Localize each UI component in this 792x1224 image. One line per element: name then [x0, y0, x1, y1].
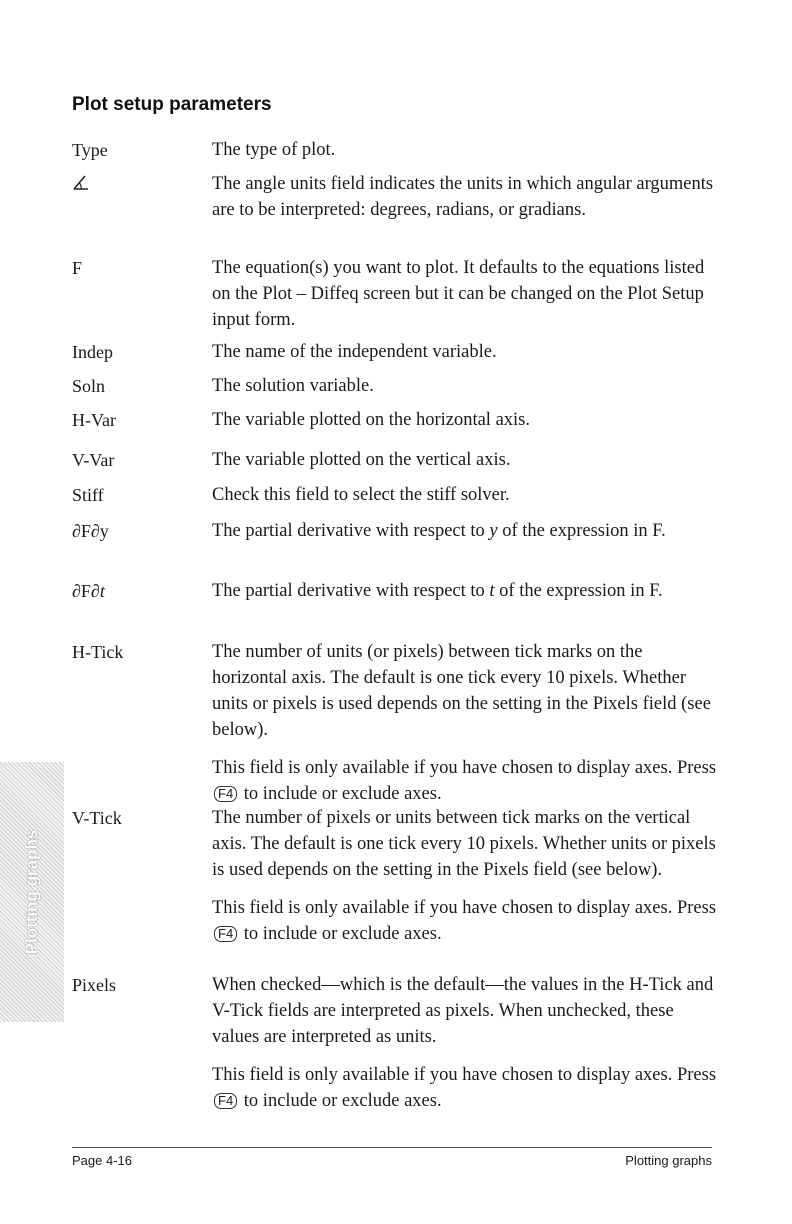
- def-angle: The angle units field indicates the units in which angular arguments are to be interpreted: degrees, radians, or gradians.: [212, 174, 714, 220]
- page-number: Page 4-16: [72, 1153, 132, 1168]
- chapter-tab-label: Plotting graphs: [22, 829, 41, 955]
- note-htick: This field is only available if you have chosen to display axes. Press F4 to include or exclude axes.: [212, 758, 717, 804]
- f4-key: F4: [214, 1093, 237, 1109]
- def-soln: The solution variable.: [212, 376, 374, 396]
- def-pixels: When checked—which is the default—the values in the H-Tick and V-Tick fields are interpreted as pixels. When unchecked, these values are interpreted as units. This field is only available if you have chosen to display axes. Press F4 to include or exclude axes.: [212, 972, 722, 1126]
- footer-section-title: Plotting graphs: [625, 1153, 712, 1168]
- term-hvar: H-Var: [72, 410, 116, 430]
- def-indep: The name of the independent variable.: [212, 342, 497, 362]
- term-vtick: V-Tick: [72, 808, 122, 828]
- def-f: The equation(s) you want to plot. It defaults to the equations listed on the Plot – Diffeq screen but it can be changed on the Plot Setup input form.: [212, 258, 705, 330]
- note-pixels: This field is only available if you have chosen to display axes. Press F4 to include or exclude axes.: [212, 1065, 717, 1111]
- term-indep: Indep: [72, 342, 113, 362]
- section-heading: Plot setup parameters: [72, 94, 272, 115]
- footer-divider: [72, 1147, 712, 1148]
- def-vtick: The number of pixels or units between tick marks on the vertical axis. The default is one tick every 10 pixels. Whether units or pixels is used depends on the setting in the Pixels field (see below). This field is only available if you have chosen to display axes. Press F4 to include or exclude axes.: [212, 805, 722, 959]
- def-hvar: The variable plotted on the horizontal axis.: [212, 410, 530, 430]
- term-type: Type: [72, 140, 108, 160]
- chapter-tab: [0, 762, 64, 1022]
- term-f: F: [72, 258, 83, 278]
- term-htick: H-Tick: [72, 642, 124, 662]
- def-htick: The number of units (or pixels) between tick marks on the horizontal axis. The default is one tick every 10 pixels. Whether units or pixels is used depends on the setting in the Pixels field (see below). This field is only available if you have chosen to display axes. Press F4 to include or exclude axes.: [212, 639, 722, 819]
- f4-key: F4: [214, 926, 237, 942]
- def-vvar: The variable plotted on the vertical axis.: [212, 450, 511, 470]
- term-dfdt: ∂F∂t: [72, 581, 105, 601]
- def-dfdt: The partial derivative with respect to t of the expression in F.: [212, 581, 663, 601]
- term-dfdy: ∂F∂y: [72, 521, 109, 541]
- term-vvar: V-Var: [72, 450, 115, 470]
- def-type: The type of plot.: [212, 140, 336, 160]
- term-soln: Soln: [72, 376, 106, 396]
- term-pixels: Pixels: [72, 975, 117, 995]
- def-dfdy: The partial derivative with respect to y of the expression in F.: [212, 521, 666, 541]
- term-stiff: Stiff: [72, 485, 104, 505]
- angle-icon: [72, 172, 92, 192]
- note-vtick: This field is only available if you have chosen to display axes. Press F4 to include or exclude axes.: [212, 898, 717, 944]
- def-stiff: Check this field to select the stiff solver.: [212, 485, 510, 505]
- f4-key: F4: [214, 786, 237, 802]
